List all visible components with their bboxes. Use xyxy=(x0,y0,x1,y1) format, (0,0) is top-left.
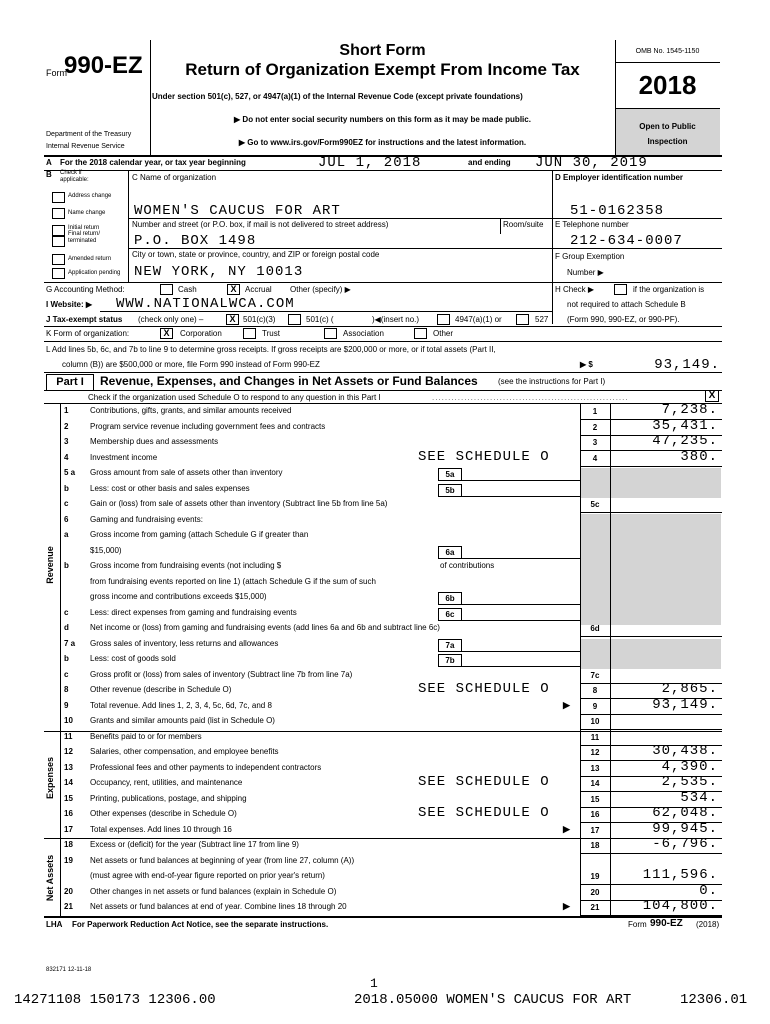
line-description: Gaming and fundraising events: xyxy=(90,515,203,524)
line-amount: 0. xyxy=(699,883,718,899)
phone-value: 212-634-0007 xyxy=(570,233,683,249)
schedule-o-check-text: Check if the organization used Schedule O to respond to any question in this Part I xyxy=(88,393,381,402)
501c3-label: 501(c)(3) xyxy=(243,315,276,324)
sub-line-field[interactable] xyxy=(462,604,580,605)
line-number: 18 xyxy=(64,840,73,849)
net-assets-side-label: Net Assets xyxy=(45,854,55,902)
paperwork-notice: For Paperwork Reduction Act Notice, see the separate instructions. xyxy=(72,920,329,929)
accrual-label: Accrual xyxy=(245,285,272,294)
501c3-checkbox[interactable]: X xyxy=(226,314,239,325)
association-checkbox[interactable] xyxy=(324,328,337,339)
line-number: 5 a xyxy=(64,468,76,477)
line-number: 19 xyxy=(64,856,73,865)
line-number: 12 xyxy=(64,747,73,756)
sub-line-field[interactable] xyxy=(462,496,580,497)
line-number: 20 xyxy=(64,887,73,896)
schedule-o-ref: SEE SCHEDULE O xyxy=(418,774,550,790)
dept-line1: Department of the Treasury xyxy=(46,131,132,138)
address-change-label: Address change xyxy=(68,193,112,199)
amount-box-label: 1 xyxy=(592,407,598,416)
line-l-text2: column (B)) are $500,000 or more, file Form 990 instead of Form 990-EZ xyxy=(62,360,320,369)
ein-label: D Employer identification number xyxy=(555,173,684,182)
website-value: WWW.NATIONALWCA.COM xyxy=(116,296,295,312)
line-description: Gross amount from sale of assets other than inventory xyxy=(90,468,283,477)
line-number: 6 xyxy=(64,515,69,524)
line-description: Other changes in net assets or fund balances (explain in Schedule O) xyxy=(90,887,337,896)
line-description: Other expenses (describe in Schedule O) xyxy=(90,809,237,818)
line-description: $15,000) xyxy=(90,546,122,555)
schedule-b-check-label: H Check ▶ xyxy=(555,285,595,294)
amended-return-label: Amended return xyxy=(68,256,112,262)
line-number: 2 xyxy=(64,422,69,431)
line-amount: 111,596. xyxy=(642,867,718,883)
line-description: Printing, publications, postage, and shipping xyxy=(90,794,247,803)
4947-checkbox[interactable] xyxy=(437,314,450,325)
line-description: Less: cost of goods sold xyxy=(90,654,176,663)
application-pending-label: Application pending xyxy=(68,270,121,276)
line-description: Professional fees and other payments to independent contractors xyxy=(90,763,322,772)
form-number: 990-EZ xyxy=(64,52,143,79)
org-name: WOMEN'S CAUCUS FOR ART xyxy=(134,203,341,219)
amount-box-label: 20 xyxy=(590,888,600,897)
corporation-label: Corporation xyxy=(180,329,222,338)
other-org-checkbox[interactable] xyxy=(414,328,427,339)
subtitle: Under section 501(c), 527, or 4947(a)(1) of the Internal Revenue Code (except private foundations) xyxy=(152,92,523,101)
tax-exempt-status-label: J Tax-exempt status xyxy=(46,315,123,324)
part1-title: Revenue, Expenses, and Changes in Net Assets or Fund Balances xyxy=(100,374,478,388)
schedule-b-text2: not required to attach Schedule B xyxy=(567,300,686,309)
expenses-side-label: Expenses xyxy=(45,756,55,800)
line-description: Net assets or fund balances at end of year. Combine lines 18 through 20 xyxy=(90,902,347,911)
line-description: Total revenue. Add lines 1, 2, 3, 4, 5c, 6d, 7c, and 8 xyxy=(90,701,272,710)
line-number: 10 xyxy=(64,716,73,725)
tax-year: 2018 xyxy=(638,70,697,100)
form-of-org-label: K Form of organization: xyxy=(46,329,130,338)
line-number: 4 xyxy=(64,453,69,462)
amount-box-label: 2 xyxy=(592,423,598,432)
amount-box-label: 11 xyxy=(590,733,600,742)
line-number: b xyxy=(64,561,69,570)
sub-line-box: 7b xyxy=(438,654,462,667)
association-label: Association xyxy=(343,329,384,338)
room-suite-label: Room/suite xyxy=(503,220,544,229)
tax-exempt-note: (check only one) – xyxy=(138,315,204,324)
form-ref-prefix: Form xyxy=(628,920,647,929)
schedule-b-text1: if the organization is xyxy=(633,285,705,294)
line-description: Gross income from gaming (attach Schedule G if greater than xyxy=(90,530,309,539)
line-amount: 7,238. xyxy=(661,402,718,418)
line-description: Net assets or fund balances at beginning of year (from line 27, column (A)) xyxy=(90,856,355,865)
line-number: 13 xyxy=(64,763,73,772)
open-to-public: Open to Public xyxy=(639,122,696,131)
line-a-text: For the 2018 calendar year, or tax year beginning xyxy=(60,158,246,167)
line-amount: 534. xyxy=(680,790,718,806)
amount-box-label: 4 xyxy=(592,454,598,463)
line-description: (must agree with end-of-year figure reported on prior year's return) xyxy=(90,871,325,880)
org-name-label: C Name of organization xyxy=(132,173,217,182)
schedule-o-checkbox[interactable]: X xyxy=(705,390,719,402)
sub-line-box: 5b xyxy=(438,484,462,497)
amount-box-label: 14 xyxy=(590,779,600,788)
accounting-method-label: G Accounting Method: xyxy=(46,285,125,294)
phone-label: E Telephone number xyxy=(555,220,629,229)
line-amount: 2,865. xyxy=(661,681,718,697)
line-amount: 380. xyxy=(680,449,718,465)
line-number: c xyxy=(64,670,69,679)
group-exemption-number-label: Number ▶ xyxy=(567,268,604,277)
sub-line-box: 6a xyxy=(438,546,462,559)
revenue-side-label: Revenue xyxy=(45,546,55,584)
amount-box-label: 9 xyxy=(592,702,598,711)
amount-box-label: 21 xyxy=(590,903,600,912)
dept-line2: Internal Revenue Service xyxy=(46,143,125,150)
form-word: Form xyxy=(46,68,67,78)
amount-box-label: 12 xyxy=(590,748,600,757)
line-description: Membership dues and assessments xyxy=(90,437,219,446)
lha-label: LHA xyxy=(46,920,63,929)
line-description: Contributions, gifts, grants, and similar amounts received xyxy=(90,406,292,415)
line-description: Salaries, other compensation, and employee benefits xyxy=(90,747,279,756)
line-number: 1 xyxy=(64,406,69,415)
line-description: Occupancy, rent, utilities, and maintenance xyxy=(90,778,243,787)
total-arrow-icon: ▶ xyxy=(563,700,570,710)
address-change-checkbox[interactable] xyxy=(52,192,65,203)
city-label: City or town, state or province, country, and ZIP or foreign postal code xyxy=(132,250,380,259)
trust-label: Trust xyxy=(262,329,280,338)
other-org-label: Other xyxy=(433,329,454,338)
line-number: 9 xyxy=(64,701,69,710)
part1-tag: Part I xyxy=(46,374,94,391)
line-number: a xyxy=(64,530,69,539)
line-description: Less: direct expenses from gaming and fundraising events xyxy=(90,608,297,617)
final-return-label: Final return/ xyxy=(68,231,101,237)
line-amount: 4,390. xyxy=(661,759,718,775)
line-number: b xyxy=(64,654,69,663)
sub-line-box: 7a xyxy=(438,639,462,652)
527-label: 527 xyxy=(535,315,549,324)
line-description: Other revenue (describe in Schedule O) xyxy=(90,685,232,694)
part1-note: (see the instructions for Part I) xyxy=(498,377,606,386)
trust-checkbox[interactable] xyxy=(243,328,256,339)
line-b-label: B xyxy=(46,170,52,179)
line-description: Net income or (loss) from gaming and fundraising events (add lines 6a and 6b and subtract line 6c) xyxy=(90,623,440,632)
line-description: Grants and similar amounts paid (list in Schedule O) xyxy=(90,716,275,725)
line-description: gross income and contributions exceeds $15,000) xyxy=(90,592,267,601)
street-label: Number and street (or P.O. box, if mail is not delivered to street address) xyxy=(132,220,389,229)
amount-box-label: 17 xyxy=(590,826,600,835)
corporation-checkbox[interactable]: X xyxy=(160,328,173,339)
line-number: 15 xyxy=(64,794,73,803)
instructions-notice: ▶ Go to www.irs.gov/Form990EZ for instructions and the latest information. xyxy=(238,138,527,147)
schedule-o-ref: SEE SCHEDULE O xyxy=(418,449,550,465)
line-description: Benefits paid to or for members xyxy=(90,732,202,741)
contributions-label: of contributions xyxy=(440,561,495,570)
group-exemption-label: F Group Exemption xyxy=(555,252,625,261)
bottom-mid-text: 2018.05000 WOMEN'S CAUCUS FOR ART xyxy=(354,992,632,1008)
final-return-checkbox[interactable] xyxy=(52,236,65,247)
bottom-right-code: 12306.01 xyxy=(680,992,748,1008)
schedule-b-text3: (Form 990, 990-EZ, or 990-PF). xyxy=(567,315,680,324)
line-amount: -6,796. xyxy=(652,836,718,852)
gross-receipts-amount: 93,149. xyxy=(654,357,720,373)
line-number: 7 a xyxy=(64,639,76,648)
amount-box-label: 13 xyxy=(590,764,600,773)
total-arrow-icon: ▶ xyxy=(563,901,570,911)
line-description: Investment income xyxy=(90,453,158,462)
501c-checkbox[interactable] xyxy=(288,314,301,325)
line-amount: 30,438. xyxy=(652,743,718,759)
amount-box-label: 15 xyxy=(590,795,600,804)
line-description: Gross sales of inventory, less returns and allowances xyxy=(90,639,279,648)
amount-box-label: 16 xyxy=(590,810,600,819)
line-number: d xyxy=(64,623,69,632)
line-description: Gross profit or (loss) from sales of inventory (Subtract line 7b from line 7a) xyxy=(90,670,353,679)
sub-line-field[interactable] xyxy=(462,651,580,652)
amount-box-label: 18 xyxy=(590,841,600,850)
page-title: Return of Organization Exempt From Income Tax xyxy=(185,60,580,79)
line-amount: 62,048. xyxy=(652,805,718,821)
line-description: Less: cost or other basis and sales expenses xyxy=(90,484,250,493)
line-number: 21 xyxy=(64,902,73,911)
amount-box-label: 8 xyxy=(592,686,598,695)
form-code: 832171 12-11-18 xyxy=(46,967,92,973)
line-l-text1: L Add lines 5b, 6c, and 7b to line 9 to determine gross receipts. If gross receipts are $200,000 or more, or if total assets (Part II, xyxy=(46,345,496,354)
omb-number: OMB No. 1545-1150 xyxy=(635,48,700,55)
line-amount: 47,235. xyxy=(652,433,718,449)
insert-no-label: )◀(insert no.) xyxy=(372,315,420,324)
sub-line-box: 6c xyxy=(438,608,462,621)
name-change-label: Name change xyxy=(68,210,106,216)
line-description: Program service revenue including government fees and contracts xyxy=(90,422,326,431)
amount-box-label: 19 xyxy=(590,872,600,881)
schedule-o-ref: SEE SCHEDULE O xyxy=(418,681,550,697)
line-amount: 93,149. xyxy=(652,697,718,713)
sub-line-box: 6b xyxy=(438,592,462,605)
and-ending-label: and ending xyxy=(468,158,511,167)
sub-line-field[interactable] xyxy=(462,480,580,481)
amount-box-label: 5c xyxy=(590,500,600,509)
amount-box-label: 3 xyxy=(592,438,598,447)
application-pending-checkbox[interactable] xyxy=(52,268,65,279)
initial-return-checkbox[interactable] xyxy=(52,225,65,236)
bottom-left-code: 14271108 150173 12306.00 xyxy=(14,992,216,1008)
line-description: Excess or (deficit) for the year (Subtract line 17 from line 9) xyxy=(90,840,299,849)
check-if-label: Check if xyxy=(60,170,82,176)
tax-year-begin: JUL 1, 2018 xyxy=(318,155,422,171)
inspection-label: Inspection xyxy=(647,137,688,146)
line-number: 8 xyxy=(64,685,69,694)
name-change-checkbox[interactable] xyxy=(52,208,65,219)
tax-year-end: JUN 30, 2019 xyxy=(535,155,648,171)
line-amount: 99,945. xyxy=(652,821,718,837)
cash-checkbox[interactable] xyxy=(160,284,173,295)
line-amount: 104,800. xyxy=(642,898,718,914)
line-amount: 2,535. xyxy=(661,774,718,790)
line-number: c xyxy=(64,608,69,617)
amount-box-label: 10 xyxy=(590,717,600,726)
4947-label: 4947(a)(1) or xyxy=(455,315,502,324)
website-label: I Website: ▶ xyxy=(46,300,93,309)
title-line1: Short Form xyxy=(339,42,426,59)
line-number: 14 xyxy=(64,778,73,787)
sub-line-field[interactable] xyxy=(462,558,580,559)
ein-value: 51-0162358 xyxy=(570,203,665,219)
schedule-b-checkbox[interactable] xyxy=(614,284,627,295)
501c-label: 501(c) ( xyxy=(306,315,334,324)
line-number: 3 xyxy=(64,437,69,446)
sub-line-field[interactable] xyxy=(462,620,580,621)
line-number: b xyxy=(64,484,69,493)
terminated-label: terminated xyxy=(68,238,97,244)
total-arrow-icon: ▶ xyxy=(563,824,570,834)
initial-return-label: Initial return xyxy=(68,225,100,231)
line-description: Gross income from fundraising events (not including $ xyxy=(90,561,282,570)
sub-line-box: 5a xyxy=(438,468,462,481)
line-number: 11 xyxy=(64,732,73,741)
form-ref: 990-EZ xyxy=(650,918,683,929)
527-checkbox[interactable] xyxy=(516,314,529,325)
page-number: 1 xyxy=(370,976,378,991)
other-specify-label: Other (specify) ▶ xyxy=(290,285,351,294)
line-amount: 35,431. xyxy=(652,418,718,434)
amended-return-checkbox[interactable] xyxy=(52,254,65,265)
schedule-o-ref: SEE SCHEDULE O xyxy=(418,805,550,821)
street-address: P.O. BOX 1498 xyxy=(134,233,257,249)
ssn-notice: ▶ Do not enter social security numbers on this form as it may be made public. xyxy=(234,115,531,124)
cash-label: Cash xyxy=(178,285,197,294)
sub-line-field[interactable] xyxy=(462,666,580,667)
line-number: 17 xyxy=(64,825,73,834)
line-a-label: A xyxy=(46,158,52,167)
line-description: Gain or (loss) from sale of assets other than inventory (Subtract line 5b from line 5a) xyxy=(90,499,388,508)
applicable-label: applicable: xyxy=(60,177,89,183)
line-number: c xyxy=(64,499,69,508)
form-ref-year: (2018) xyxy=(696,920,720,929)
line-description: Total expenses. Add lines 10 through 16 xyxy=(90,825,232,834)
accrual-checkbox[interactable]: X xyxy=(227,284,240,295)
amount-box-label: 6d xyxy=(590,624,600,633)
line-number: 16 xyxy=(64,809,73,818)
amount-box-label: 7c xyxy=(590,671,600,680)
city-state-zip: NEW YORK, NY 10013 xyxy=(134,264,304,280)
line-description: from fundraising events reported on line 1) (attach Schedule G if the sum of such xyxy=(90,577,376,586)
line-l-arrow: ▶ $ xyxy=(580,360,593,369)
